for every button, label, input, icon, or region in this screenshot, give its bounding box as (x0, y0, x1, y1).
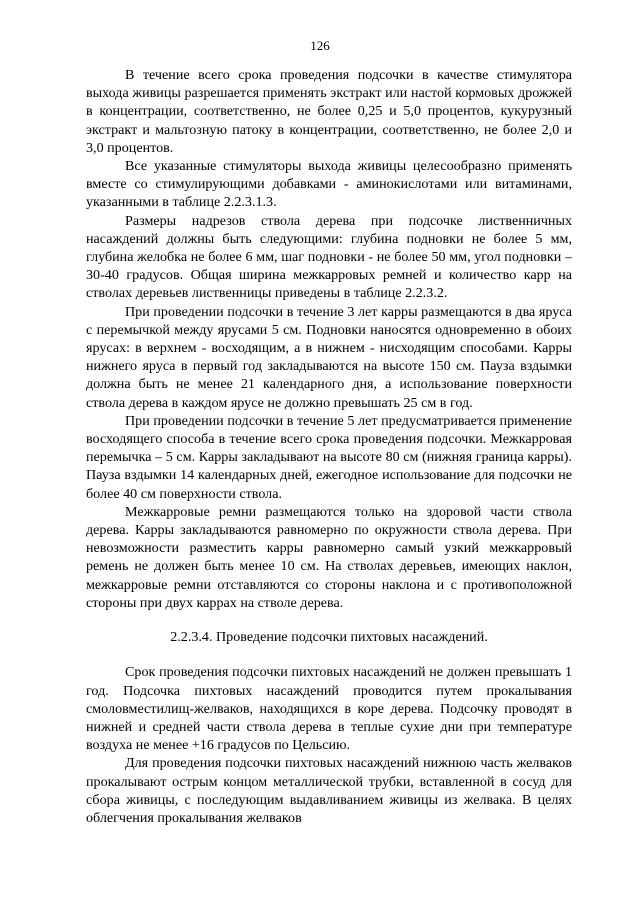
paragraph-stimulators: В течение всего срока проведения подсочки в качестве стимулятора выхода живицы разрешается применять экстракт или настой кормовых дрожжей в концентрации, соответственно, не более 0,25 и 5,0 процентов, кукурузный экстракт и мальтозную патоку в концентрации, соответственно, не более 2,0 и 3,0 процентов. (86, 67, 572, 156)
paragraph-inter-face-strips: Межкарровые ремни размещаются только на здоровой части ствола дерева. Карры закладываются равномерно по окружности ствола дерева. При невозможности разместить карры равномерно самый узкий межкарровый ремень не должен быть менее 10 см. На стволах деревьев, имеющих наклон, межкарровые ремни отставляются со стороны наклона и с противоположной стороны при двух каррах на стволе дерева. (86, 503, 572, 611)
paragraph-incision-sizes: Размеры надрезов ствола дерева при подсочке лиственничных насаждений должны быть следующими: глубина подновки не более 5 мм, глубина желобка не более 6 мм, шаг подновки - не более 50 мм, угол подновки – 30-40 градусов. Общая ширина межкарровых ремней и количество карр на стволах деревьев лиственницы приведены в таблице 2.2.3.2. (86, 212, 572, 302)
paragraph-three-year-tapping: При проведении подсочки в течение 3 лет карры размещаются в два яруса с перемычкой между ярусами 5 см. Подновки наносятся одновременно в обоих ярусах: в верхнем - восходящим, а в нижнем - нисходящим способами. Карры нижнего яруса в первый год закладываются на высоте 150 см. Пауза вздымки должна быть не менее 21 календарного дня, а использование поверхности ствола дерева в каждом ярусе не должно превышать 25 см в год. (86, 303, 572, 411)
document-body (86, 66, 572, 827)
paragraph-five-year-tapping: При проведении подсочки в течение 5 лет предусматривается применение восходящего способа в течение всего срока проведения подсочки. Межкарровая перемычка – 5 см. Карры закладывают на высоте 80 см (нижняя граница карры). Пауза вздымки 14 календарных дней, ежегодное использование для подсочки не более 40 см поверхности ствола. (86, 412, 572, 502)
section-heading: 2.2.3.4. Проведение подсочки пихтовых насаждений. (170, 629, 488, 646)
page-number: 126 (310, 38, 330, 53)
paragraph-stimulator-additives: Все указанные стимуляторы выхода живицы целесообразно применять вместе со стимулирующими добавками - аминокислотами или витаминами, указанными в таблице 2.2.3.1.3. (86, 158, 572, 211)
paragraph-fir-blister-piercing: Для проведения подсочки пихтовых насаждений нижнюю часть желваков прокалывают острым концом металлической трубки, вставленной в сосуд для сбора живицы, с последующим выдавливанием живицы из желвака. В целях облегчения прокалывания желваков (86, 755, 572, 826)
paragraph-fir-tapping-period: Срок проведения подсочки пихтовых насаждений не должен превышать 1 год. Подсочка пихтовых насаждений проводится путем прокалывания смоловместилищ-желваков, находящихся в коре дерева. Подсочку проводят в нижней и средней части ствола дерева в теплые сухие дни при температуре воздуха не менее +16 градусов по Цельсию. (86, 664, 572, 754)
